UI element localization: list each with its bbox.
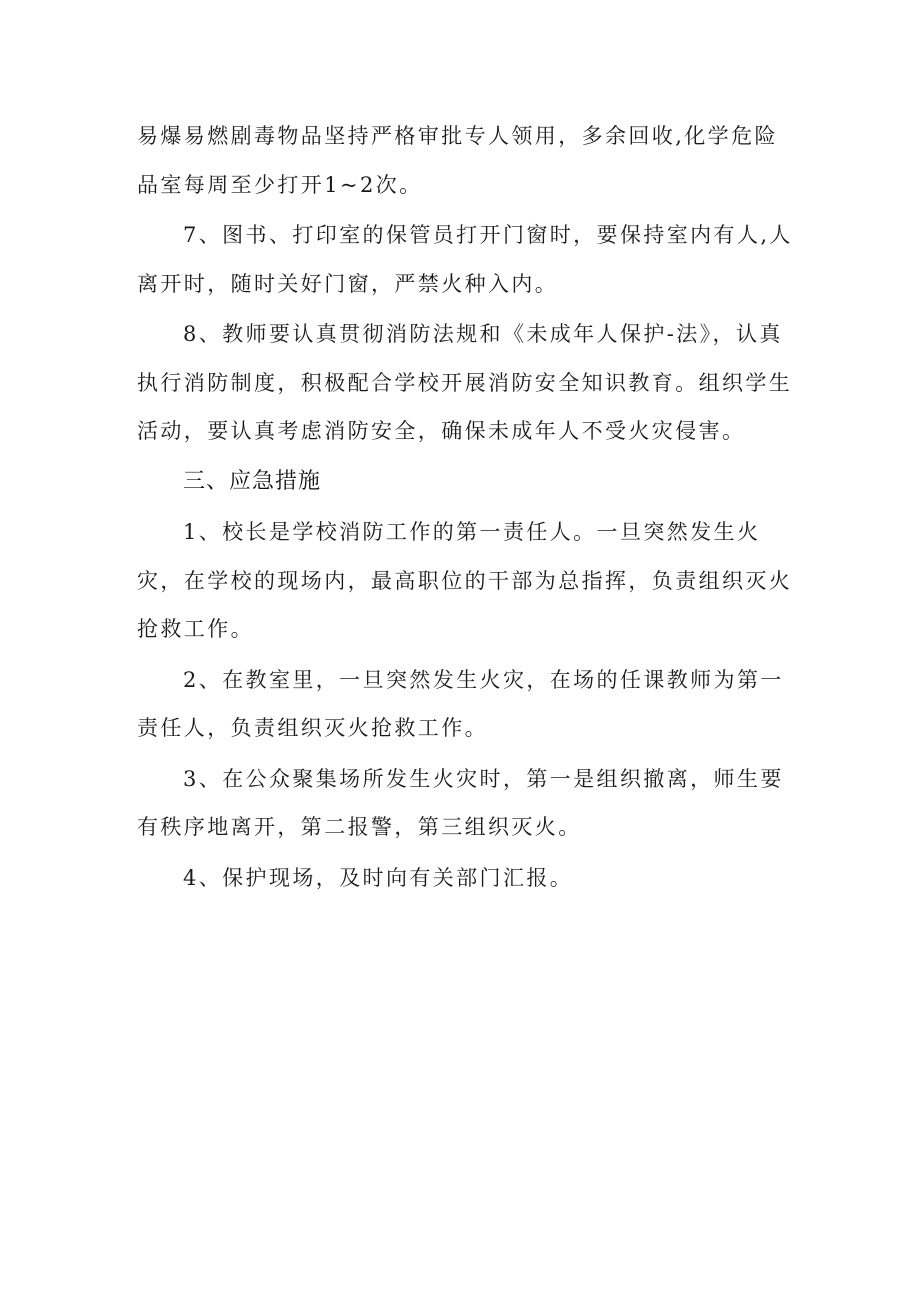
emergency-item-1: 1、校长是学校消防工作的第一责任人。一旦突然发生火灾，在学校的现场内，最高职位的干部为总指挥，负责组织灭火抢救工作。 [137,520,793,641]
emergency-item-3: 3、在公众聚集场所发生火灾时，第一是组织撤离，师生要有秩序地离开，第二报警，第三组织灭火。 [137,766,784,839]
paragraph-hazardous-materials: 易爆易燃剧毒物品坚持严格审批专人领用，多余回收,化学危险品室每周至少打开1~2次。 [137,124,778,197]
emergency-item-2: 2、在教室里，一旦突然发生火灾，在场的任课教师为第一责任人，负责组织灭火抢救工作。 [137,667,784,740]
section-heading-emergency-measures: 三、应急措施 [183,468,322,494]
paragraph-item-8: 8、教师要认真贯彻消防法规和《未成年人保护-法》，认真执行消防制度，积极配合学校开展消防安全知识教育。组织学生活动，要认真考虑消防安全，确保未成年人不受火灾侵害。 [137,322,793,443]
document-body [137,112,797,904]
paragraph-item-7: 7、图书、打印室的保管员打开门窗时，要保持室内有人,人离开时，随时关好门窗，严禁火种入内。 [137,223,793,296]
emergency-item-4: 4、保护现场，及时向有关部门汇报。 [183,865,574,890]
